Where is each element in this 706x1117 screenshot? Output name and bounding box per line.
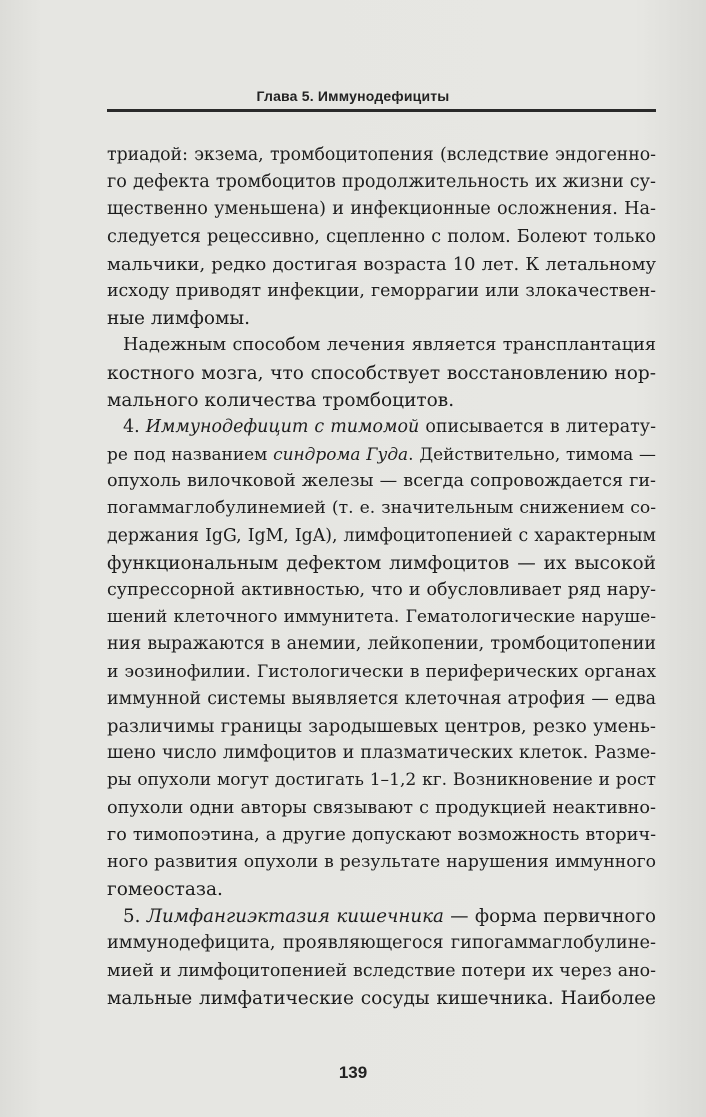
text-line: различимы границы зародышевых центров, резко умень- xyxy=(107,715,656,737)
text-line: иммунодефицита, проявляющегося гипогаммаглобулине- xyxy=(107,933,656,954)
text-line: шено число лимфоцитов и плазматических клеток. Разме- xyxy=(107,743,656,764)
text-line xyxy=(107,903,656,930)
running-head: Глава 5. Иммунодефициты xyxy=(256,88,450,104)
text-line: шений клеточного иммунитета. Гематологические наруше- xyxy=(107,607,656,628)
text-line: супрессорной активностью, что и обусловливает ряд нару- xyxy=(107,580,656,600)
text-line: функциональным дефектом лимфоцитов — их высокой xyxy=(107,552,656,574)
text-line: го тимопоэтина, а другие допускают возможность вторич- xyxy=(107,824,656,845)
text-line: мальные лимфатические сосуды кишечника. Наиболее xyxy=(107,987,656,1009)
text-line: щественно уменьшена) и инфекционные осложнения. На- xyxy=(107,199,656,220)
text-line: опухоль вилочковой железы — всегда сопровождается ги- xyxy=(107,471,656,492)
term-italic: Лимфангиэктазия кишечника xyxy=(146,906,444,928)
text-line: ры опухоли могут достигать 1–1,2 кг. Возникновение и рост xyxy=(107,770,656,791)
text-line: держания IgG, IgM, IgA), лимфоцитопенией с характерным xyxy=(107,525,656,546)
text-span: — форма первичного xyxy=(443,906,656,928)
text-line: го дефекта тромбоцитов продолжительность их жизни су- xyxy=(107,172,656,193)
text-line: ния выражаются в анемии, лейкопении, тромбоцитопении xyxy=(107,634,656,655)
text-line: мальчики, редко достигая возраста 10 лет. К летальному xyxy=(107,253,656,275)
text-span: описывается в литерату- xyxy=(419,416,656,437)
header-rule xyxy=(107,109,656,112)
text-line: иммунной системы выявляется клеточная атрофия — едва xyxy=(107,688,656,709)
text-line: и эозинофилии. Гистологически в периферических органах xyxy=(107,661,656,682)
page-number: 139 xyxy=(338,1063,368,1082)
list-number: 4. xyxy=(123,416,146,437)
text-line: следуется рецессивно, сцепленно с полом. Болеют только xyxy=(107,226,656,247)
text-line: ного развития опухоли в результате нарушения иммунного xyxy=(107,851,656,872)
text-line: триадой: экзема, тромбоцитопения (вследствие эндогенно- xyxy=(107,145,656,165)
text-line: гомеостаза. xyxy=(107,879,223,901)
text-span: . Действительно, тимома — xyxy=(408,444,656,465)
text-line: опухоли одни авторы связывают с продукцией неактивно- xyxy=(107,797,656,818)
text-span: ре под названием xyxy=(107,444,274,465)
text-line xyxy=(107,414,656,441)
term-italic: Иммунодефицит с тимомой xyxy=(145,416,420,437)
text-line: костного мозга, что способствует восстановлению нор- xyxy=(107,362,656,384)
text-line: исходу приводят инфекции, геморрагии или злокачествен- xyxy=(107,280,656,301)
text-line: мального количества тромбоцитов. xyxy=(107,389,455,411)
list-number: 5. xyxy=(123,906,147,928)
term-italic: синдрома Гуда xyxy=(273,444,409,465)
text-line: ные лимфомы. xyxy=(107,308,250,330)
text-line: погаммаглобулинемией (т. е. значительным снижением со- xyxy=(107,498,656,519)
text-line xyxy=(107,441,656,468)
text-line: Надежным способом лечения является трансплантация xyxy=(123,335,656,356)
text-line: мией и лимфоцитопенией вследствие потери их через ано- xyxy=(107,960,656,981)
body-text xyxy=(107,142,656,1012)
